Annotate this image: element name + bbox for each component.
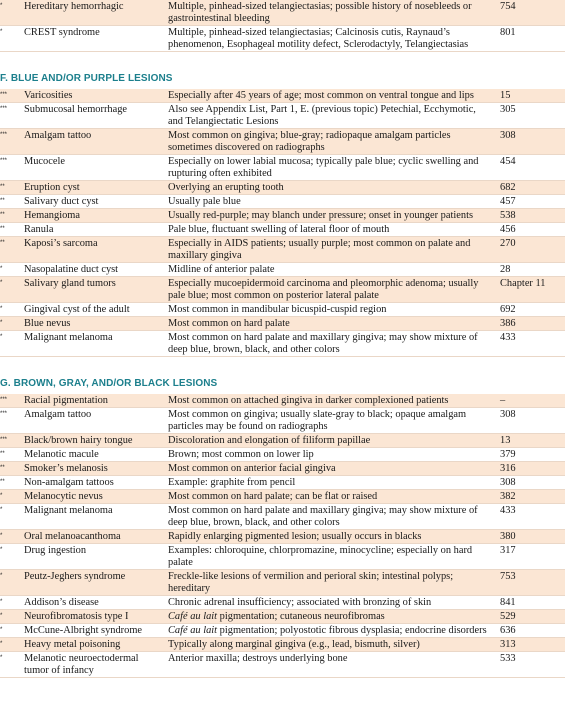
lesion-name: Neurofibromatosis type I	[8, 610, 168, 624]
frequency-stars: **	[0, 181, 8, 195]
frequency-stars: *	[0, 596, 8, 610]
table-row	[0, 195, 565, 209]
page-reference: 454	[494, 155, 565, 181]
page-reference: 433	[494, 331, 565, 357]
lesion-name: Blue nevus	[8, 317, 168, 331]
description-text: Midline of anterior palate	[168, 264, 275, 275]
lesion-name: Drug ingestion	[8, 544, 168, 570]
lesion-name: Amalgam tattoo	[8, 129, 168, 155]
page-reference: 386	[494, 317, 565, 331]
description-text: Especially in AIDS patients; usually purple; most common on palate and maxillary gingiva	[168, 238, 471, 261]
section-heading-row	[0, 62, 565, 89]
lesion-description	[168, 462, 494, 476]
description-text: Most common on hard palate and maxillary gingiva; may show mixture of deep blue, brown, black, and other colors	[168, 505, 478, 528]
table-row	[0, 504, 565, 530]
table-row	[0, 570, 565, 596]
description-text: Typically along marginal gingiva (e.g., lead, bismuth, silver)	[168, 639, 420, 650]
page-reference: 313	[494, 638, 565, 652]
lesion-description	[168, 530, 494, 544]
description-text: pigmentation; polyostotic fibrous dysplasia; endocrine disorders	[217, 625, 487, 636]
spacer-cell	[0, 357, 8, 368]
lesion-name: McCune-Albright syndrome	[8, 624, 168, 638]
frequency-stars: *	[0, 331, 8, 357]
frequency-stars: *	[0, 544, 8, 570]
lesion-name: Submucosal hemorrhage	[8, 103, 168, 129]
frequency-stars: **	[0, 223, 8, 237]
page-reference: 270	[494, 237, 565, 263]
description-text: Freckle-like lesions of vermilion and perioral skin; intestinal polyps; hereditary	[168, 571, 454, 594]
page-reference: 753	[494, 570, 565, 596]
description-text: Example: graphite from pencil	[168, 477, 296, 488]
frequency-stars: **	[0, 476, 8, 490]
frequency-stars: ***	[0, 434, 8, 448]
page-reference: 379	[494, 448, 565, 462]
frequency-stars: *	[0, 303, 8, 317]
lesion-name: Kaposi’s sarcoma	[8, 237, 168, 263]
lesion-description	[168, 490, 494, 504]
frequency-stars: *	[0, 277, 8, 303]
lesion-name: Addison’s disease	[8, 596, 168, 610]
lesion-description	[168, 223, 494, 237]
description-text: Examples: chloroquine, chlorpromazine, minocycline; especially on hard palate	[168, 545, 473, 568]
description-text: Chronic adrenal insufficiency; associated with bronzing of skin	[168, 597, 432, 608]
lesion-description	[168, 237, 494, 263]
frequency-stars: *	[0, 504, 8, 530]
lesion-name: Mucocele	[8, 155, 168, 181]
lesion-description	[168, 0, 494, 26]
lesion-name: Racial pigmentation	[8, 394, 168, 408]
lesion-description	[168, 476, 494, 490]
lesion-description	[168, 103, 494, 129]
frequency-stars: *	[0, 263, 8, 277]
section-heading: G. BROWN, GRAY, AND/OR BLACK LESIONS	[0, 378, 218, 389]
page-reference: 841	[494, 596, 565, 610]
frequency-stars: **	[0, 462, 8, 476]
lesion-description	[168, 277, 494, 303]
lesion-name: Melanocytic nevus	[8, 490, 168, 504]
description-text: Usually pale blue	[168, 196, 241, 207]
page-reference: 692	[494, 303, 565, 317]
lesion-description	[168, 195, 494, 209]
description-text: Pale blue, fluctuant swelling of lateral floor of mouth	[168, 224, 390, 235]
lesion-name: Black/brown hairy tongue	[8, 434, 168, 448]
lesion-name: Eruption cyst	[8, 181, 168, 195]
description-text: Especially after 45 years of age; most common on ventral tongue and lips	[168, 90, 474, 101]
lesion-description	[168, 638, 494, 652]
lesion-name: Non-amalgam tattoos	[8, 476, 168, 490]
table-row	[0, 448, 565, 462]
table-row	[0, 638, 565, 652]
lesion-name: Amalgam tattoo	[8, 408, 168, 434]
table-row	[0, 103, 565, 129]
description-text: Most common on gingiva; usually slate-gray to black; opaque amalgam particles may be found on radiographs	[168, 409, 467, 432]
table-row	[0, 263, 565, 277]
description-text: Discoloration and elongation of filiform papillae	[168, 435, 371, 446]
description-text: Most common on hard palate; can be flat or raised	[168, 491, 378, 502]
lesion-name: Hereditary hemorrhagic	[8, 0, 168, 26]
lesion-description	[168, 652, 494, 678]
description-text: Most common on hard palate and maxillary gingiva; may show mixture of deep blue, brown, black, and other colors	[168, 332, 478, 355]
lesion-name: Salivary duct cyst	[8, 195, 168, 209]
lesion-description	[168, 504, 494, 530]
lesion-description	[168, 596, 494, 610]
section-heading: F. BLUE AND/OR PURPLE LESIONS	[0, 73, 173, 84]
frequency-stars: *	[0, 638, 8, 652]
lesion-name: Heavy metal poisoning	[8, 638, 168, 652]
table-row	[0, 394, 565, 408]
section-spacer	[0, 357, 565, 368]
table-row	[0, 530, 565, 544]
table-row	[0, 303, 565, 317]
lesion-name: Smoker’s melanosis	[8, 462, 168, 476]
section-spacer	[0, 52, 565, 63]
page-reference: 316	[494, 462, 565, 476]
frequency-stars: ***	[0, 155, 8, 181]
table-row	[0, 610, 565, 624]
lesion-name: Salivary gland tumors	[8, 277, 168, 303]
table-row	[0, 155, 565, 181]
lesion-description	[168, 129, 494, 155]
table-row	[0, 544, 565, 570]
description-text: Most common on hard palate	[168, 318, 290, 329]
lesion-name: Melanotic macule	[8, 448, 168, 462]
description-text: Most common on gingiva; blue-gray; radiopaque amalgam particles sometimes discovered on radiographs	[168, 130, 451, 153]
description-text: Especially on lower labial mucosa; typically pale blue; cyclic swelling and rupturing often exhibited	[168, 156, 479, 179]
table-row	[0, 331, 565, 357]
table-row	[0, 624, 565, 638]
page-reference: 456	[494, 223, 565, 237]
frequency-stars: *	[0, 652, 8, 678]
frequency-stars: *	[0, 610, 8, 624]
lesion-name: CREST syndrome	[8, 26, 168, 52]
frequency-stars: *	[0, 570, 8, 596]
page-reference: 457	[494, 195, 565, 209]
description-text: Multiple, pinhead-sized telangiectasias; Calcinosis cutis, Raynaud’s phenomenon, Esophageal motility defect, Sclerodactyly, Telangiectasias	[168, 27, 469, 50]
page-reference: 682	[494, 181, 565, 195]
table-row	[0, 237, 565, 263]
lesion-description	[168, 331, 494, 357]
description-text: pigmentation; cutaneous neurofibromas	[217, 611, 385, 622]
frequency-stars: *	[0, 530, 8, 544]
page-reference: 308	[494, 408, 565, 434]
lesion-name: Malignant melanoma	[8, 331, 168, 357]
lesion-description	[168, 155, 494, 181]
table-row	[0, 462, 565, 476]
page-reference: 433	[494, 504, 565, 530]
page-reference: 13	[494, 434, 565, 448]
spacer-cell	[0, 52, 8, 63]
table-row	[0, 89, 565, 103]
table-row	[0, 223, 565, 237]
description-italic: Café au lait	[168, 625, 218, 636]
table-row	[0, 490, 565, 504]
table-row	[0, 317, 565, 331]
description-text: Anterior maxilla; destroys underlying bone	[168, 653, 348, 664]
table-row	[0, 434, 565, 448]
page-reference: 801	[494, 26, 565, 52]
frequency-stars: *	[0, 490, 8, 504]
lesion-description	[168, 448, 494, 462]
frequency-stars: ***	[0, 103, 8, 129]
table-row	[0, 129, 565, 155]
description-text: Most common on anterior facial gingiva	[168, 463, 336, 474]
section-heading-row	[0, 367, 565, 394]
frequency-stars: *	[0, 0, 8, 26]
lesion-description	[168, 544, 494, 570]
frequency-stars: *	[0, 26, 8, 52]
page-reference: 533	[494, 652, 565, 678]
lesion-description	[168, 263, 494, 277]
page-reference: 382	[494, 490, 565, 504]
page-reference: 380	[494, 530, 565, 544]
page-reference: 636	[494, 624, 565, 638]
lesion-name: Oral melanoacanthoma	[8, 530, 168, 544]
lesion-description	[168, 624, 494, 638]
lesion-name: Ranula	[8, 223, 168, 237]
frequency-stars: ***	[0, 408, 8, 434]
lesion-name: Melanotic neuroectodermal tumor of infancy	[8, 652, 168, 678]
description-text: Usually red-purple; may blanch under pressure; onset in younger patients	[168, 210, 473, 221]
description-text: Brown; most common on lower lip	[168, 449, 314, 460]
lesion-description	[168, 181, 494, 195]
lesion-description	[168, 434, 494, 448]
table-row	[0, 26, 565, 52]
table-row	[0, 0, 565, 26]
page-reference: 754	[494, 0, 565, 26]
table-row	[0, 408, 565, 434]
page-reference: –	[494, 394, 565, 408]
frequency-stars: *	[0, 317, 8, 331]
description-text: Most common on attached gingiva in darker complexioned patients	[168, 395, 449, 406]
lesion-description	[168, 570, 494, 596]
lesion-name: Hemangioma	[8, 209, 168, 223]
table-row	[0, 596, 565, 610]
lesion-description	[168, 303, 494, 317]
table-row	[0, 277, 565, 303]
table-row	[0, 209, 565, 223]
lesion-description	[168, 610, 494, 624]
lesion-description	[168, 26, 494, 52]
lesion-name: Peutz-Jeghers syndrome	[8, 570, 168, 596]
table-row	[0, 652, 565, 678]
description-text: Especially mucoepidermoid carcinoma and pleomorphic adenoma; usually pale blue; most common on posterior lateral palate	[168, 278, 479, 301]
lesion-name: Gingival cyst of the adult	[8, 303, 168, 317]
page-reference: 305	[494, 103, 565, 129]
lesion-description	[168, 394, 494, 408]
description-italic: Café au lait	[168, 611, 218, 622]
page-reference: 308	[494, 129, 565, 155]
table-row	[0, 476, 565, 490]
description-text: Also see Appendix List, Part 1, E. (previous topic) Petechial, Ecchymotic, and Telangiectatic Lesions	[168, 104, 476, 127]
frequency-stars: **	[0, 209, 8, 223]
page-reference: 15	[494, 89, 565, 103]
lesion-name: Nasopalatine duct cyst	[8, 263, 168, 277]
frequency-stars: ***	[0, 129, 8, 155]
page-reference: Chapter 11	[494, 277, 565, 303]
page-reference: 317	[494, 544, 565, 570]
lesion-name: Varicosities	[8, 89, 168, 103]
lesion-description	[168, 89, 494, 103]
lesion-name: Malignant melanoma	[8, 504, 168, 530]
lesion-description	[168, 209, 494, 223]
frequency-stars: **	[0, 448, 8, 462]
frequency-stars: **	[0, 237, 8, 263]
page-reference: 28	[494, 263, 565, 277]
frequency-stars: ***	[0, 89, 8, 103]
description-text: Multiple, pinhead-sized telangiectasias; possible history of nosebleeds or gastrointestinal bleeding	[168, 1, 472, 24]
page-reference: 529	[494, 610, 565, 624]
description-text: Most common in mandibular bicuspid-cuspid region	[168, 304, 387, 315]
description-text: Rapidly enlarging pigmented lesion; usually occurs in blacks	[168, 531, 422, 542]
lesion-description	[168, 317, 494, 331]
description-text: Overlying an erupting tooth	[168, 182, 284, 193]
frequency-stars: **	[0, 195, 8, 209]
lesion-description	[168, 408, 494, 434]
page-reference: 308	[494, 476, 565, 490]
frequency-stars: *	[0, 624, 8, 638]
page-reference: 538	[494, 209, 565, 223]
table-row	[0, 181, 565, 195]
frequency-stars: ***	[0, 394, 8, 408]
